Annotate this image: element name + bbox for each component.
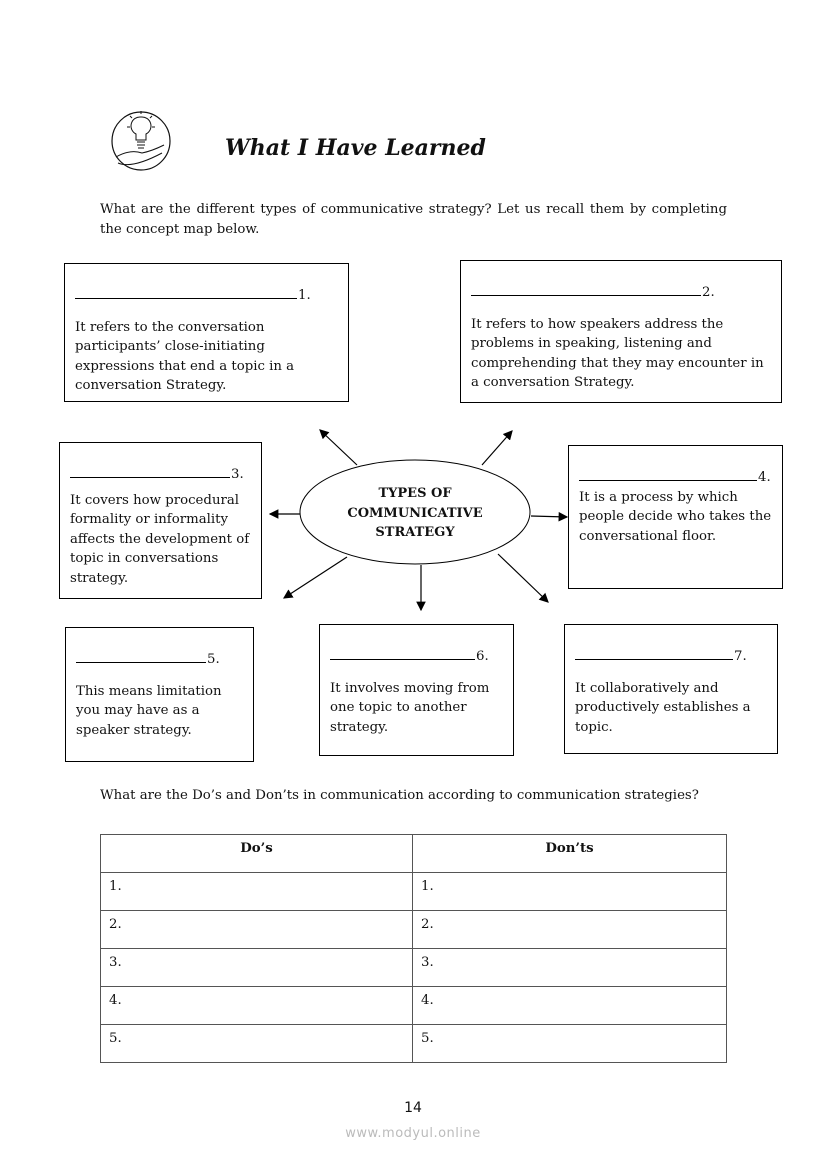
box-description: This means limitation you may have as a speaker strategy.	[76, 683, 222, 738]
table-row	[101, 873, 727, 911]
box-description: It refers to the conversation participants’ close-initiating expressions that end a topic in a conversation Strategy.	[75, 319, 295, 393]
donts-cell[interactable]: 3.	[413, 949, 727, 987]
arrow-1	[320, 430, 357, 465]
header-donts: Don’ts	[413, 835, 727, 873]
box-description: It covers how procedural formality or informality affects the development of topic in conversations strategy.	[70, 492, 250, 586]
arrow-2	[482, 431, 512, 465]
watermark: www.modyul.online	[345, 1126, 481, 1141]
dos-cell[interactable]: 3.	[101, 949, 413, 987]
page-number: 14	[404, 1100, 422, 1116]
donts-cell[interactable]: 5.	[413, 1025, 727, 1063]
center-line: STRATEGY	[375, 525, 455, 540]
dos-cell[interactable]: 1.	[101, 873, 413, 911]
box-number: 7.	[734, 649, 747, 664]
table-row	[101, 911, 727, 949]
dos-donts-table	[100, 834, 727, 1063]
section-title: What I Have Learned	[225, 135, 486, 161]
box-description: It is a process by which people decide who takes the conversational floor.	[579, 489, 772, 544]
center-line: TYPES OF	[378, 486, 452, 501]
intro-question: What are the different types of communicative strategy? Let us recall them by completing the concept map below.	[100, 202, 727, 237]
dos-cell[interactable]: 4.	[101, 987, 413, 1025]
donts-cell[interactable]: 2.	[413, 911, 727, 949]
center-label	[320, 484, 510, 543]
box-description: It involves moving from one topic to another strategy.	[330, 680, 490, 735]
box-number: 5.	[207, 652, 220, 667]
dos-donts-question: What are the Do’s and Don’ts in communication according to communication strategies?	[100, 788, 699, 803]
box-number: 6.	[476, 649, 489, 664]
box-number: 3.	[231, 467, 244, 482]
arrow-4	[531, 516, 567, 517]
center-line: COMMUNICATIVE	[347, 505, 483, 521]
header-dos: Do’s	[101, 835, 413, 873]
box-number: 2.	[702, 285, 715, 300]
dos-cell[interactable]: 2.	[101, 911, 413, 949]
dos-cell[interactable]: 5.	[101, 1025, 413, 1063]
donts-cell[interactable]: 1.	[413, 873, 727, 911]
box-number: 1.	[298, 288, 311, 303]
box-description: It collaboratively and productively establishes a topic.	[575, 680, 751, 735]
donts-cell[interactable]: 4.	[413, 987, 727, 1025]
table-row	[101, 987, 727, 1025]
box-description: It refers to how speakers address the problems in speaking, listening and comprehending that they may encounter in a conversation Strategy.	[471, 316, 764, 390]
box-number: 4.	[758, 470, 771, 485]
arrow-5	[284, 557, 347, 598]
table-row	[101, 1025, 727, 1063]
arrow-7	[498, 554, 548, 602]
table-row	[101, 949, 727, 987]
